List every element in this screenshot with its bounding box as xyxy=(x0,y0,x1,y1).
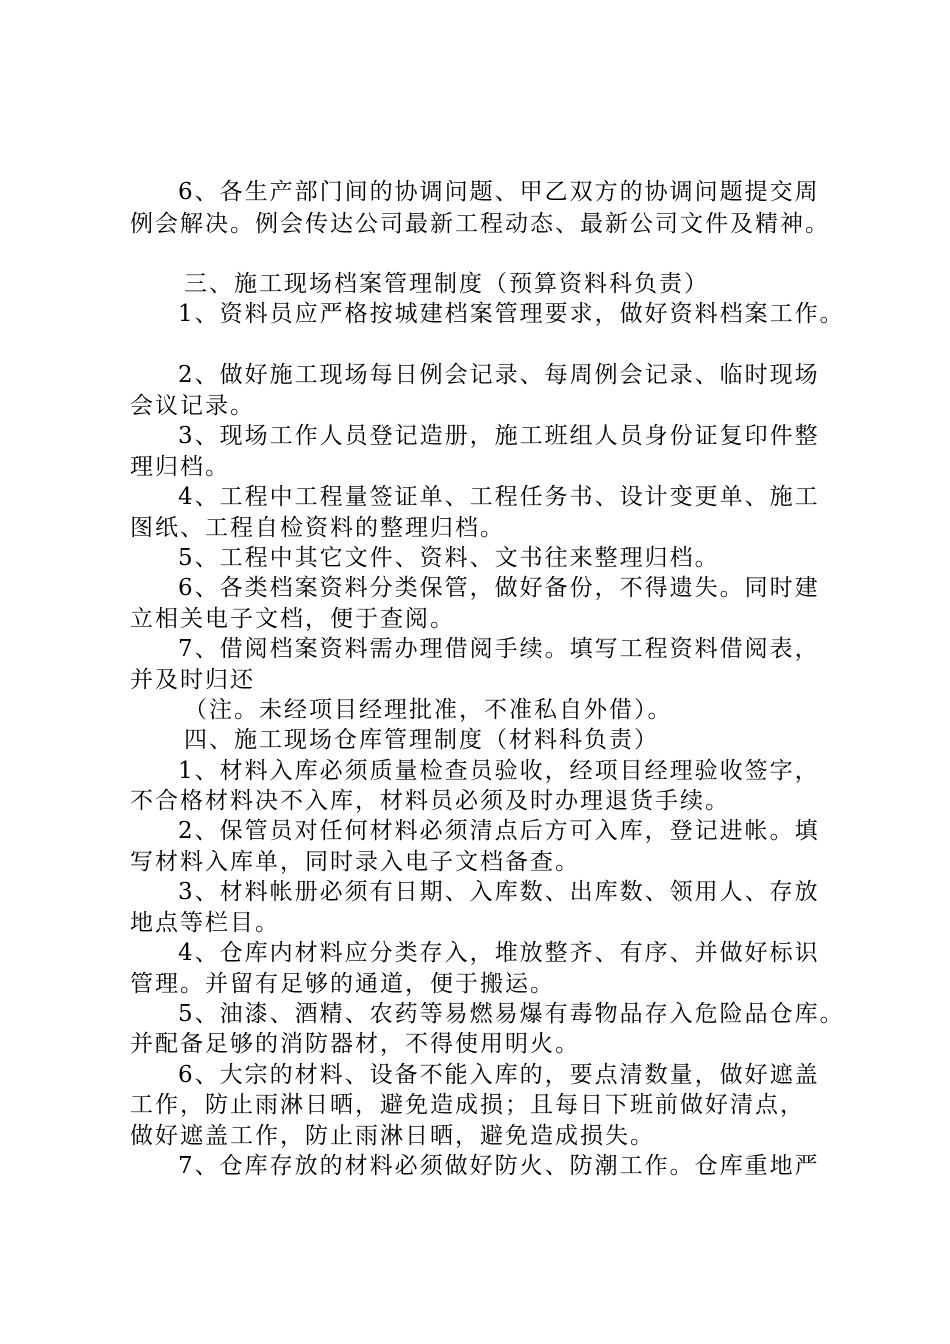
section-heading: 三、施工现场档案管理制度（预算资料科负责） xyxy=(184,271,709,297)
text-line: 会议记录。 xyxy=(130,393,255,419)
text-line: 7、仓库存放的材料必须做好防火、防潮工作。仓库重地严 xyxy=(178,1153,820,1179)
text-line: 3、现场工作人员登记造册，施工班组人员身份证复印件整 xyxy=(178,423,820,449)
text-line: 图纸、工程自检资料的整理归档。 xyxy=(130,515,505,541)
text-line: 立相关电子文档，便于查阅。 xyxy=(130,606,455,632)
text-line: 5、工程中其它文件、资料、文书往来整理归档。 xyxy=(178,545,720,571)
text-line: 写材料入库单，同时录入电子文档备查。 xyxy=(130,849,580,875)
text-line: 1、材料入库必须质量检查员验收，经项目经理验收签字， xyxy=(178,758,820,784)
text-line: 2、保管员对任何材料必须清点后方可入库，登记进帐。填 xyxy=(178,818,820,844)
text-line: 地点等栏目。 xyxy=(130,910,280,936)
text-line: 理归档。 xyxy=(130,454,230,480)
text-line: 1、资料员应严格按城建档案管理要求，做好资料档案工作。 xyxy=(178,301,845,327)
text-line: 6、大宗的材料、设备不能入库的，要点清数量，做好遮盖 xyxy=(178,1062,820,1088)
text-line: 工作，防止雨淋日晒，避免造成损；且每日下班前做好清点， xyxy=(130,1092,805,1118)
text-line: 4、工程中工程量签证单、工程任务书、设计变更单、施工 xyxy=(178,484,820,510)
text-line: 7、借阅档案资料需办理借阅手续。填写工程资料借阅表， xyxy=(178,636,820,662)
text-line: 6、各类档案资料分类保管，做好备份，不得遗失。同时建 xyxy=(178,575,820,601)
section-heading: 四、施工现场仓库管理制度（材料科负责） xyxy=(184,727,659,753)
text-line: 3、材料帐册必须有日期、入库数、出库数、领用人、存放 xyxy=(178,879,820,905)
text-line: 不合格材料决不入库，材料员必须及时办理退货手续。 xyxy=(130,788,730,814)
text-line: 6、各生产部门间的协调问题、甲乙双方的协调问题提交周 xyxy=(178,179,820,205)
text-line: 管理。并留有足够的通道，便于搬运。 xyxy=(130,971,555,997)
text-line: 并及时归还 xyxy=(130,667,255,693)
text-line: 4、仓库内材料应分类存入，堆放整齐、有序、并做好标识 xyxy=(178,940,820,966)
text-line: 5、油漆、酒精、农药等易燃易爆有毒物品存入危险品仓库。 xyxy=(178,1001,845,1027)
text-line: 做好遮盖工作，防止雨淋日晒，避免造成损失。 xyxy=(130,1123,655,1149)
text-line: 并配备足够的消防器材，不得使用明火。 xyxy=(130,1031,580,1057)
text-line: 例会解决。例会传达公司最新工程动态、最新公司文件及精神。 xyxy=(130,211,830,237)
text-line: 2、做好施工现场每日例会记录、每周例会记录、临时现场 xyxy=(178,362,820,388)
note-line: （注。未经项目经理批准，不准私自外借）。 xyxy=(184,697,673,723)
